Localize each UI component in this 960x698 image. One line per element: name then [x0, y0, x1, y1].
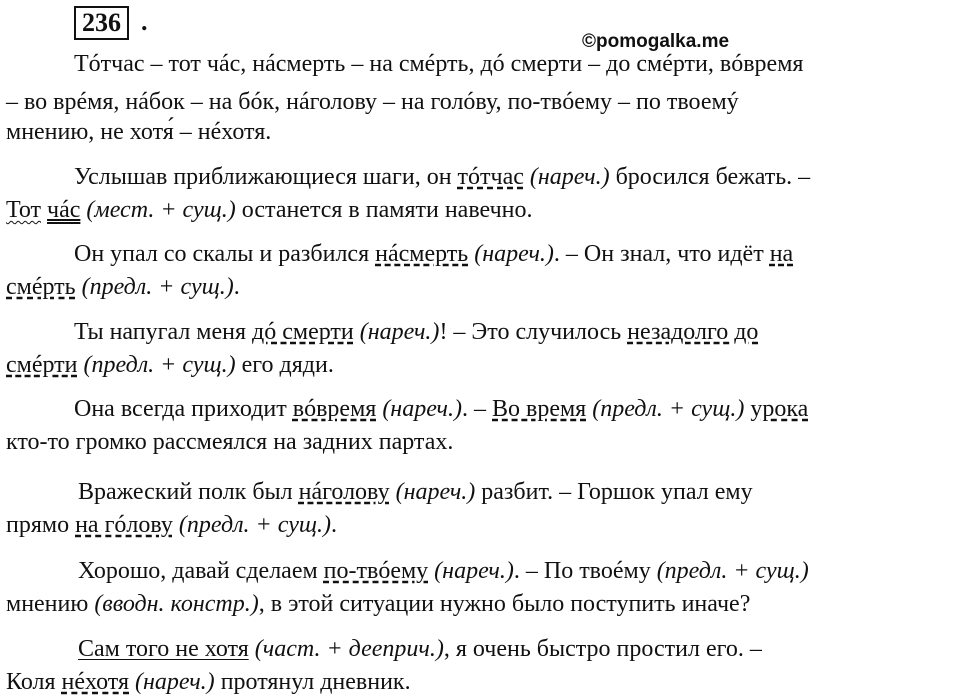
adverb-word: дó смерти — [252, 319, 354, 345]
part-of-speech-note: (вводн. констр.) — [88, 591, 259, 617]
adverb-word: вóвремя — [292, 396, 377, 422]
intro-line-1: Тóтчас – тот чáс, нáсмерть – на смéрть, дó смерти – до смéрти, вóвремя — [74, 51, 804, 77]
part-of-speech-note: (част. + дееприч.) — [248, 636, 444, 662]
text: Хорошо, давай сделаем — [78, 558, 324, 584]
adverbial-phrase: Сам того не хотя — [78, 636, 249, 662]
sentence-2-line-1 — [74, 240, 793, 268]
adverbial-phrase: незадолго до — [627, 319, 759, 345]
noun-word: смéрти — [6, 352, 78, 378]
text: , в этой ситуации нужно было поступить иначе? — [258, 591, 751, 617]
text: . – Он знал, что идёт — [553, 241, 770, 267]
text: . — [233, 274, 240, 300]
preposition-noun-phrase: Во время — [492, 396, 587, 422]
sentence-1-line-1 — [74, 163, 810, 191]
text: мнению — [6, 591, 89, 617]
noun-word: чáс — [47, 197, 81, 223]
part-of-speech-note: (нареч.) — [376, 396, 462, 422]
text: разбит. – Горшок упал ему — [475, 479, 753, 505]
part-of-speech-note: (нареч.) — [523, 164, 610, 190]
text: его дяди. — [235, 352, 334, 378]
part-of-speech-note: (нареч.) — [353, 319, 440, 345]
text: Он упал со скалы и разбился — [74, 241, 376, 267]
text: прямо — [6, 512, 76, 538]
watermark: ©pomogalka.me — [582, 31, 730, 52]
preposition-noun-phrase: на гóлову — [75, 512, 173, 538]
text: . – — [462, 396, 492, 422]
sentence-4-line-1 — [74, 395, 808, 423]
part-of-speech-note: (мест. + сущ.) — [80, 197, 236, 223]
part-of-speech-note: (предл. + сущ.) — [75, 274, 234, 300]
sentence-3-line-2 — [6, 351, 334, 379]
sentence-1-line-2 — [6, 196, 532, 224]
intro-line-2: – во врéмя, нáбок – на бóк, нáголову – на голóву, по-твóему – по твоемý — [6, 89, 739, 115]
intro-line-3: мнению, не хотя́ – нéхотя. — [6, 119, 272, 145]
sentence-5-line-2 — [6, 511, 337, 539]
part-of-speech-note: (предл. + сущ.) — [172, 512, 332, 538]
text: . — [331, 512, 338, 538]
text: . – По твоéму — [513, 558, 651, 584]
noun-word: смéрть — [6, 274, 76, 300]
sentence-3-line-1 — [74, 318, 758, 346]
adverb-word: тóтчас — [457, 164, 524, 190]
pronoun-word: Тот — [6, 197, 42, 223]
exercise-number-dot: . — [141, 7, 148, 36]
text: останется в памяти навечно. — [235, 197, 533, 223]
part-of-speech-note: (нареч.) — [129, 669, 215, 695]
part-of-speech-note: (предл. + сущ.) — [650, 558, 809, 584]
text: Ты напугал меня — [74, 319, 253, 345]
adverb-word: по-твóему — [323, 558, 429, 584]
text: протянул дневник. — [214, 669, 411, 695]
text: ! – Это случилось — [439, 319, 628, 345]
sentence-5-line-1 — [78, 478, 753, 506]
noun-word: урока — [750, 396, 809, 422]
sentence-7-line-2 — [6, 668, 411, 696]
text: бросился бежать. – — [609, 164, 811, 190]
text: Коля — [6, 669, 62, 695]
part-of-speech-note: (нареч.) — [389, 479, 476, 505]
part-of-speech-note: (нареч.) — [468, 241, 554, 267]
part-of-speech-note: (нареч.) — [428, 558, 514, 584]
adverb-word: нáголову — [298, 479, 390, 505]
sentence-4-line-2 — [6, 428, 453, 456]
part-of-speech-note: (предл. + сущ.) — [586, 396, 745, 422]
adverb-word: нéхотя — [61, 669, 129, 695]
exercise-number: 236 — [74, 6, 129, 40]
sentence-2-line-2 — [6, 273, 240, 301]
part-of-speech-note: (предл. + сущ.) — [77, 352, 236, 378]
text: Услышав приближающиеся шаги, он — [74, 164, 458, 190]
text: Она всегда приходит — [74, 396, 293, 422]
preposition-word: на — [769, 241, 794, 267]
text: , я очень быстро простил его. – — [443, 636, 762, 662]
sentence-6-line-2 — [6, 590, 750, 618]
sentence-6-line-1 — [78, 557, 809, 585]
sentence-7-line-1 — [78, 635, 762, 663]
adverb-word: нáсмерть — [375, 241, 469, 267]
text: Вражеский полк был — [78, 479, 299, 505]
text: кто-то громко рассмеялся на задних партах. — [6, 429, 454, 455]
